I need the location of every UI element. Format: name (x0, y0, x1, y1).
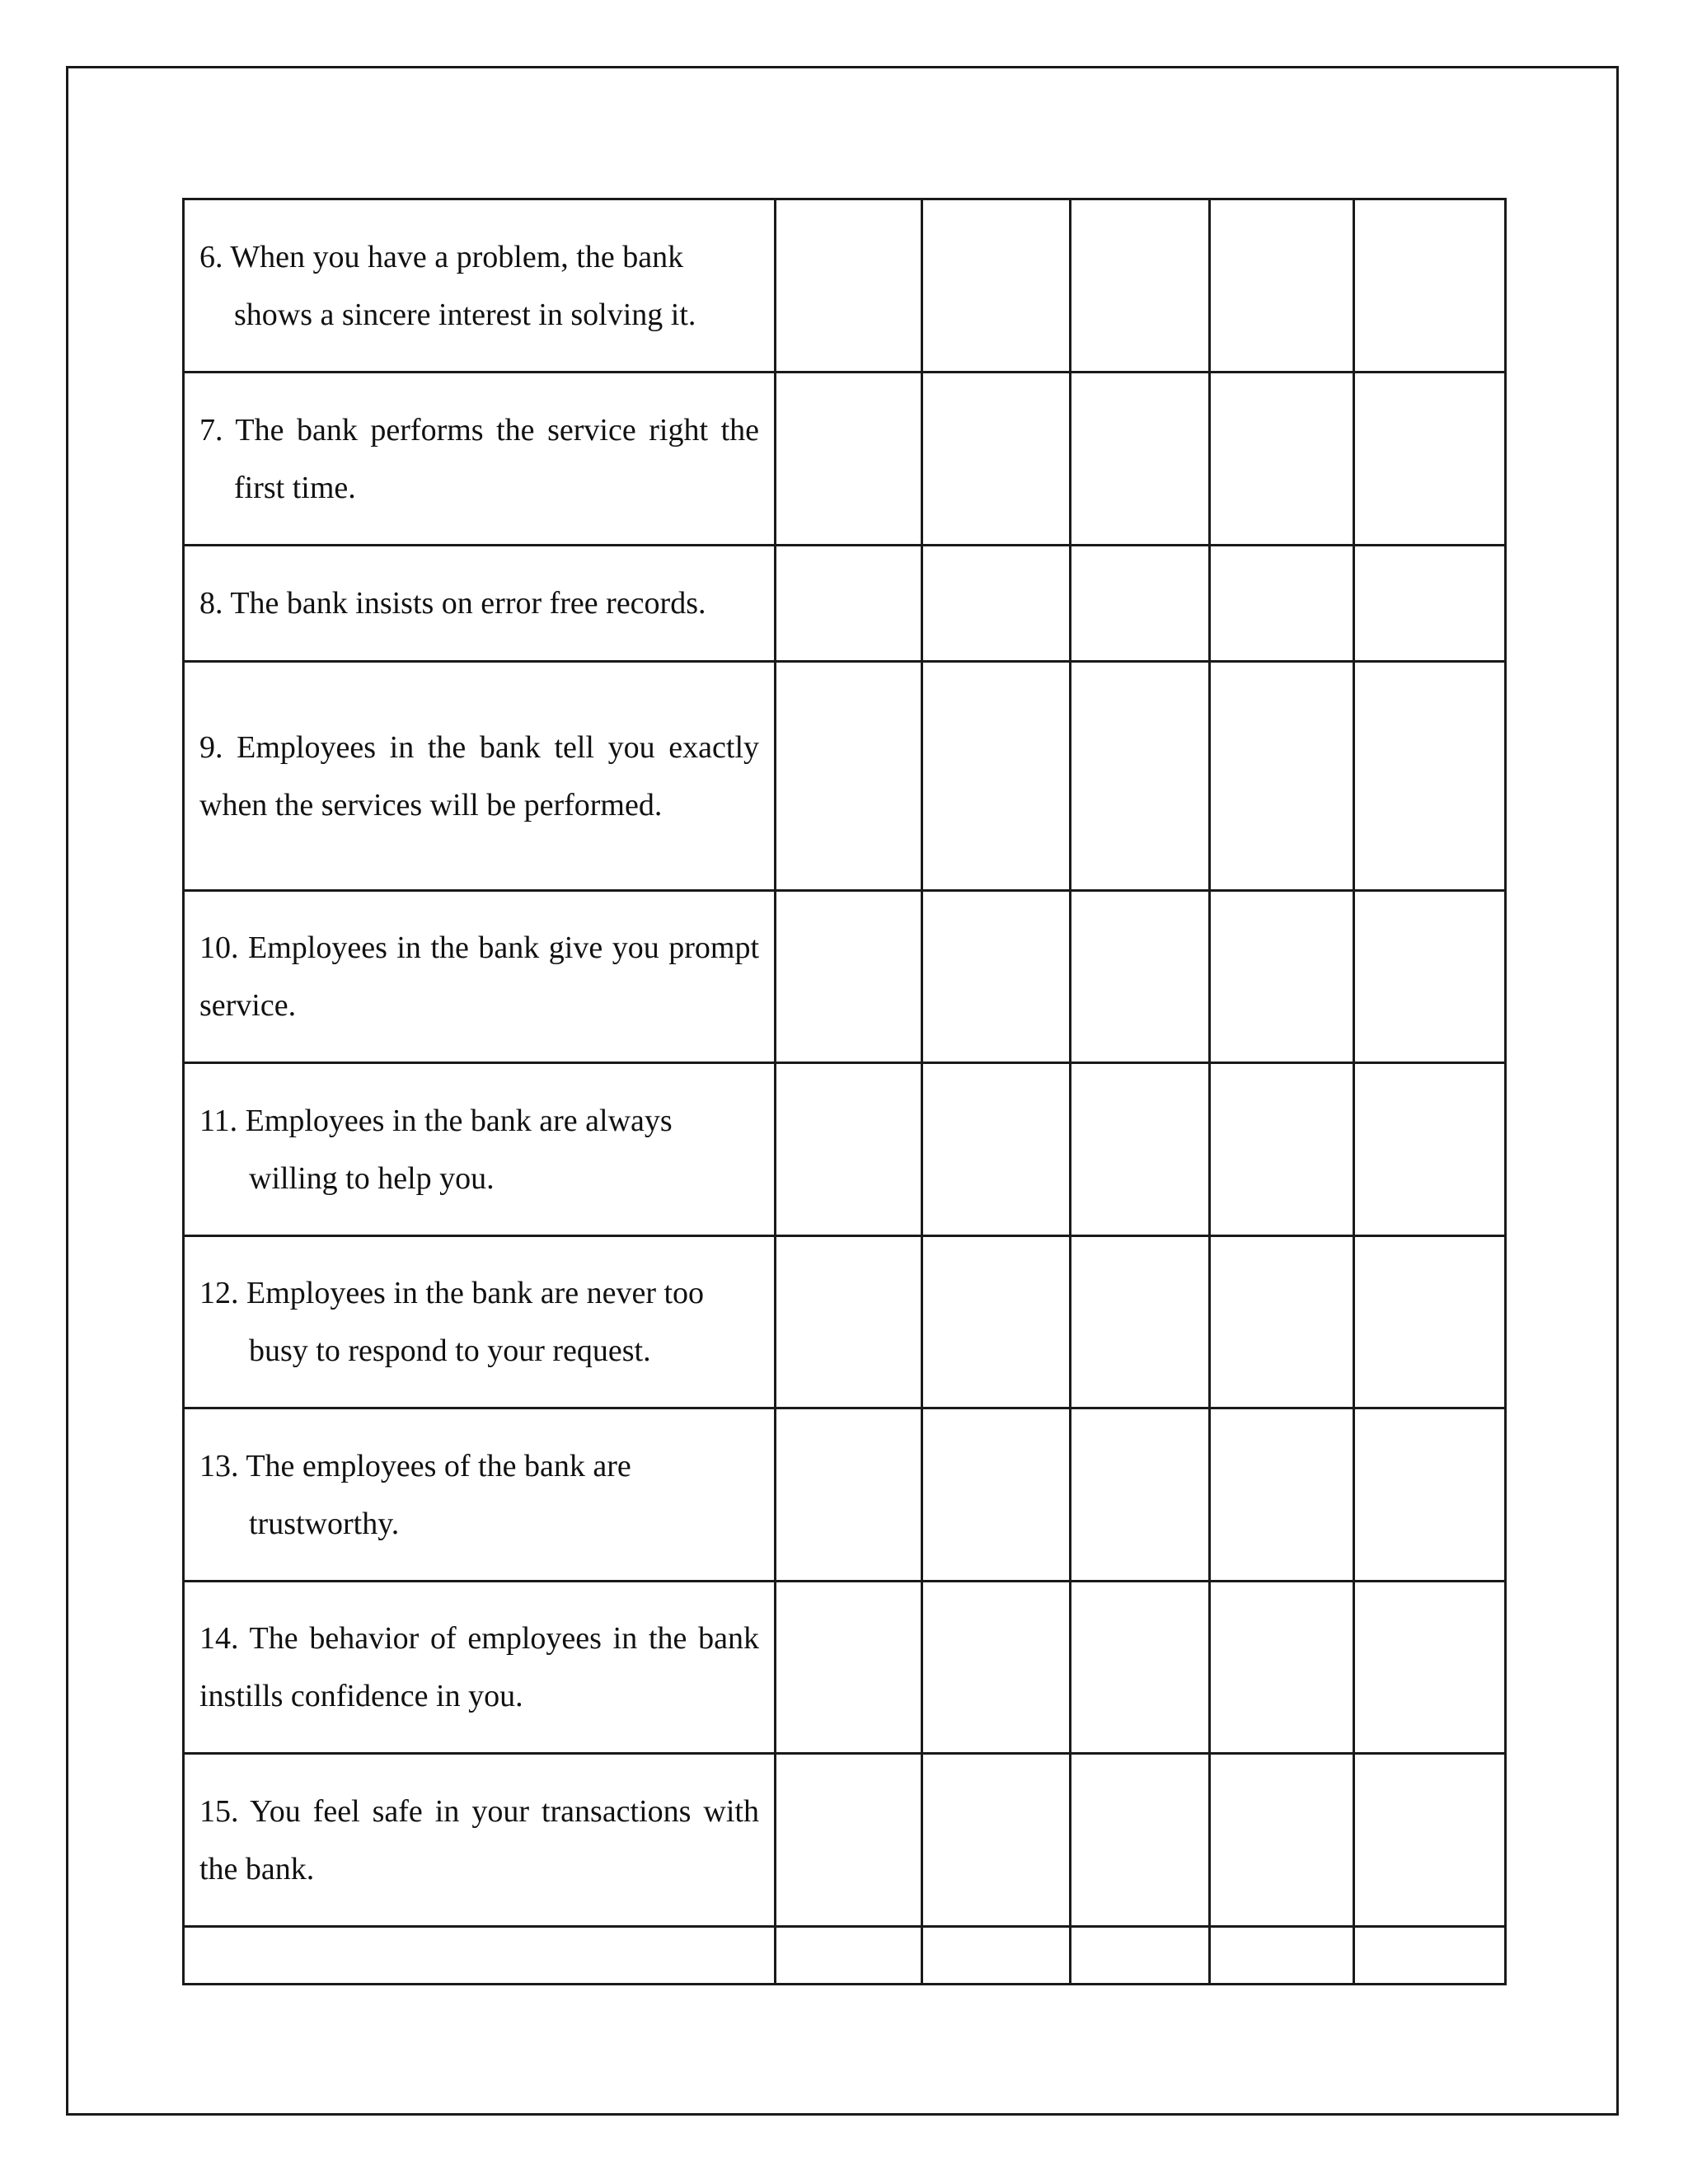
rating-cell[interactable] (1210, 1236, 1354, 1408)
rating-cell[interactable] (1354, 1754, 1506, 1927)
rating-cell[interactable] (922, 546, 1071, 662)
rating-cell[interactable] (1071, 1063, 1210, 1236)
rating-cell[interactable] (1210, 1927, 1354, 1985)
rating-cell[interactable] (1210, 373, 1354, 546)
rating-cell[interactable] (1071, 373, 1210, 546)
statement-cell (184, 1582, 776, 1754)
rating-cell[interactable] (922, 1408, 1071, 1582)
rating-cell[interactable] (1210, 1754, 1354, 1927)
table-row (184, 373, 1506, 546)
statement-cell (184, 199, 776, 373)
rating-cell[interactable] (922, 662, 1071, 891)
rating-cell[interactable] (922, 1927, 1071, 1985)
rating-cell[interactable] (1354, 373, 1506, 546)
statement-text: 13. The employees of the bank are trustworthy. (199, 1448, 631, 1541)
table-row (184, 1754, 1506, 1927)
statement-text: 11. Employees in the bank are always willing to help you. (199, 1103, 673, 1196)
statement-cell (184, 891, 776, 1063)
rating-cell[interactable] (1354, 1408, 1506, 1582)
table-row (184, 546, 1506, 662)
rating-cell[interactable] (1354, 1236, 1506, 1408)
rating-cell[interactable] (1354, 1927, 1506, 1985)
table-row (184, 662, 1506, 891)
rating-cell[interactable] (1354, 891, 1506, 1063)
table-row (184, 891, 1506, 1063)
table-row (184, 199, 1506, 373)
rating-cell[interactable] (1354, 546, 1506, 662)
rating-cell[interactable] (1354, 662, 1506, 891)
statement-text: 8. The bank insists on error free records. (199, 586, 706, 621)
rating-cell[interactable] (1071, 546, 1210, 662)
rating-cell[interactable] (776, 1408, 922, 1582)
rating-cell[interactable] (922, 373, 1071, 546)
rating-cell[interactable] (776, 1582, 922, 1754)
rating-cell[interactable] (1210, 891, 1354, 1063)
rating-cell[interactable] (922, 1754, 1071, 1927)
rating-cell[interactable] (1071, 662, 1210, 891)
rating-cell[interactable] (1071, 1754, 1210, 1927)
rating-cell[interactable] (1354, 1582, 1506, 1754)
table-row (184, 1408, 1506, 1582)
table-row (184, 1236, 1506, 1408)
rating-cell[interactable] (776, 662, 922, 891)
statement-cell (184, 1927, 776, 1985)
statement-cell (184, 1754, 776, 1927)
statement-cell (184, 373, 776, 546)
rating-cell[interactable] (1071, 1408, 1210, 1582)
rating-cell[interactable] (776, 1063, 922, 1236)
statement-text: 10. Employees in the bank give you prompt service. (199, 930, 759, 1023)
statement-cell (184, 1408, 776, 1582)
table-row (184, 1063, 1506, 1236)
statement-cell (184, 662, 776, 891)
rating-cell[interactable] (1071, 1927, 1210, 1985)
statement-text: 14. The behavior of employees in the bank instills confidence in you. (199, 1621, 759, 1713)
table-row (184, 1927, 1506, 1985)
rating-cell[interactable] (1210, 199, 1354, 373)
rating-cell[interactable] (776, 373, 922, 546)
rating-cell[interactable] (922, 199, 1071, 373)
statement-cell (184, 1236, 776, 1408)
statement-cell (184, 1063, 776, 1236)
rating-cell[interactable] (1354, 199, 1506, 373)
table-row (184, 1582, 1506, 1754)
rating-cell[interactable] (1210, 1063, 1354, 1236)
rating-cell[interactable] (922, 1236, 1071, 1408)
statement-text: 6. When you have a problem, the bank shows a sincere interest in solving it. (199, 239, 696, 332)
rating-cell[interactable] (1071, 891, 1210, 1063)
rating-cell[interactable] (922, 1063, 1071, 1236)
rating-cell[interactable] (922, 1582, 1071, 1754)
rating-cell[interactable] (776, 1927, 922, 1985)
statement-text: 9. Employees in the bank tell you exactly when the services will be performed. (199, 729, 759, 823)
rating-cell[interactable] (776, 891, 922, 1063)
statement-text: 12. Employees in the bank are never too busy to respond to your request. (199, 1276, 705, 1368)
statement-cell (184, 546, 776, 662)
rating-cell[interactable] (1354, 1063, 1506, 1236)
rating-cell[interactable] (1210, 546, 1354, 662)
rating-cell[interactable] (776, 199, 922, 373)
rating-cell[interactable] (776, 1754, 922, 1927)
statement-text: 15. You feel safe in your transactions with the bank. (199, 1793, 759, 1886)
rating-cell[interactable] (1210, 662, 1354, 891)
rating-cell[interactable] (1071, 1582, 1210, 1754)
rating-cell[interactable] (1071, 1236, 1210, 1408)
survey-table (182, 198, 1507, 1985)
rating-cell[interactable] (1210, 1582, 1354, 1754)
rating-cell[interactable] (776, 1236, 922, 1408)
statement-text: 7. The bank performs the service right the first time. (199, 412, 759, 505)
rating-cell[interactable] (776, 546, 922, 662)
rating-cell[interactable] (922, 891, 1071, 1063)
rating-cell[interactable] (1210, 1408, 1354, 1582)
rating-cell[interactable] (1071, 199, 1210, 373)
